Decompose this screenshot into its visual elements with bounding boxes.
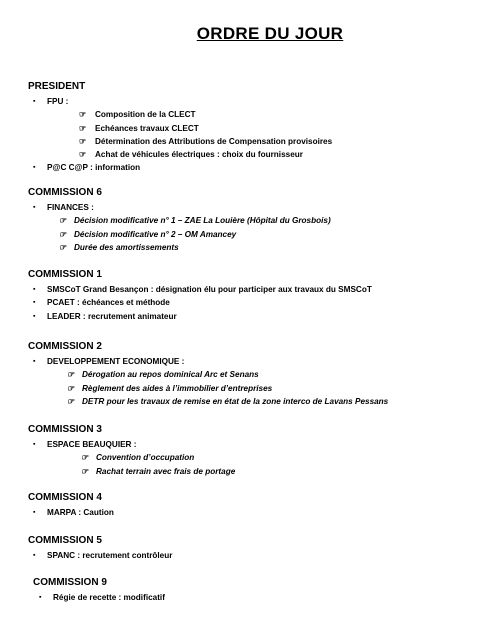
pointing-hand-icon: ☞ [67, 370, 75, 380]
section-title: COMMISSION 5 [28, 535, 102, 546]
bullet-icon: ▪ [33, 358, 36, 365]
bullet-icon: ▪ [33, 98, 36, 105]
agenda-subitem-label: Dérogation au repos dominical Arc et Senans [82, 370, 259, 380]
section-title: COMMISSION 9 [33, 577, 107, 588]
agenda-item-label: FINANCES : [47, 203, 94, 212]
section-commission-5 [28, 534, 478, 562]
pointing-hand-icon: ☞ [67, 396, 75, 406]
agenda-subitem-label: Règlement des aides à l’immobilier d’entreprises [82, 383, 273, 393]
agenda-subitem-label: Echéances travaux CLECT [95, 123, 199, 133]
agenda-subitem-label: Convention d’occupation [96, 453, 195, 463]
agenda-item [28, 161, 478, 174]
section-title: PRESIDENT [28, 81, 86, 92]
pointing-hand-icon: ☞ [79, 136, 87, 146]
section-title: COMMISSION 3 [28, 424, 102, 435]
section-title: COMMISSION 6 [28, 187, 102, 198]
agenda-item-label: P@C C@P : information [47, 163, 141, 173]
section-title: COMMISSION 2 [28, 341, 102, 352]
pointing-hand-icon: ☞ [81, 466, 89, 476]
agenda-subitem [28, 148, 478, 161]
section-title: COMMISSION 1 [28, 269, 102, 280]
agenda-subitem [28, 395, 478, 408]
section-president [28, 80, 478, 175]
section-commission-2 [28, 340, 478, 408]
page-title: ORDRE DU JOUR [196, 24, 344, 43]
pointing-hand-icon: ☞ [59, 242, 67, 252]
bullet-icon: ▪ [33, 441, 36, 448]
section-title: COMMISSION 4 [28, 492, 102, 503]
pointing-hand-icon: ☞ [79, 110, 87, 120]
bullet-icon: ▪ [33, 204, 36, 211]
agenda-item [28, 549, 478, 562]
agenda-item-label: ESPACE BEAUQUIER : [47, 440, 137, 449]
agenda-item [28, 355, 478, 368]
section-commission-6 [28, 186, 478, 254]
agenda-item [28, 95, 478, 108]
bullet-icon: ▪ [33, 299, 36, 307]
agenda-subitem-label: Décision modificative n° 2 – OM Amancey [74, 229, 237, 239]
agenda-subitem-label: Décision modificative n° 1 – ZAE La Louière (Hôpital du Grosbois) [74, 216, 331, 226]
agenda-subitem [28, 382, 478, 395]
agenda-subitem [28, 368, 478, 381]
agenda-item-label: SPANC : recrutement contrôleur [47, 551, 173, 560]
agenda-subitem-label: DETR pour les travaux de remise en état de la zone interco de Lavans Pessans [82, 396, 389, 406]
agenda-item [28, 438, 478, 451]
agenda-item-label: DEVELOPPEMENT ECONOMIQUE : [47, 357, 185, 366]
agenda-subitem-label: Détermination des Attributions de Compensation provisoires [95, 136, 333, 146]
agenda-item [33, 591, 483, 604]
section-commission-1 [28, 268, 478, 323]
agenda-item-label: LEADER : recrutement animateur [47, 311, 177, 321]
pointing-hand-icon: ☞ [81, 453, 89, 463]
agenda-subitem-label: Achat de véhicules électriques : choix du fournisseur [95, 150, 303, 160]
agenda-subitem [28, 241, 478, 254]
section-commission-3 [28, 423, 478, 478]
agenda-subitem-label: Composition de la CLECT [95, 110, 196, 120]
pointing-hand-icon: ☞ [79, 150, 87, 160]
agenda-subitem [28, 228, 478, 241]
agenda-subitem [28, 214, 478, 227]
agenda-item-label: MARPA : Caution [47, 508, 114, 517]
agenda-subitem [28, 108, 478, 121]
agenda-subitem-label: Rachat terrain avec frais de portage [96, 466, 236, 476]
agenda-subitem [28, 465, 478, 478]
section-commission-4 [28, 491, 478, 519]
agenda-item-label: Régie de recette : modificatif [53, 593, 165, 602]
bullet-icon: ▪ [33, 286, 36, 293]
section-commission-9 [33, 576, 483, 604]
agenda-item [28, 310, 478, 323]
agenda-item-label: PCAET : échéances et méthode [47, 298, 170, 308]
pointing-hand-icon: ☞ [79, 123, 87, 133]
agenda-subitem-label: Durée des amortissements [74, 242, 179, 252]
bullet-icon: ▪ [33, 164, 36, 172]
agenda-item [28, 506, 478, 519]
bullet-icon: ▪ [33, 509, 36, 516]
agenda-subitem [28, 135, 478, 148]
agenda-item [28, 283, 478, 296]
agenda-item-label: SMSCoT Grand Besançon : désignation élu pour participer aux travaux du SMSCoT [47, 285, 372, 294]
bullet-icon: ▪ [33, 312, 36, 320]
pointing-hand-icon: ☞ [67, 383, 75, 393]
agenda-item [28, 201, 478, 214]
bullet-icon: ▪ [33, 552, 36, 559]
agenda-subitem [28, 451, 478, 464]
agenda-item-label: FPU : [47, 97, 69, 106]
agenda-subitem [28, 122, 478, 135]
agenda-item [28, 296, 478, 309]
bullet-icon: ▪ [39, 594, 42, 601]
pointing-hand-icon: ☞ [59, 216, 67, 226]
pointing-hand-icon: ☞ [59, 229, 67, 239]
